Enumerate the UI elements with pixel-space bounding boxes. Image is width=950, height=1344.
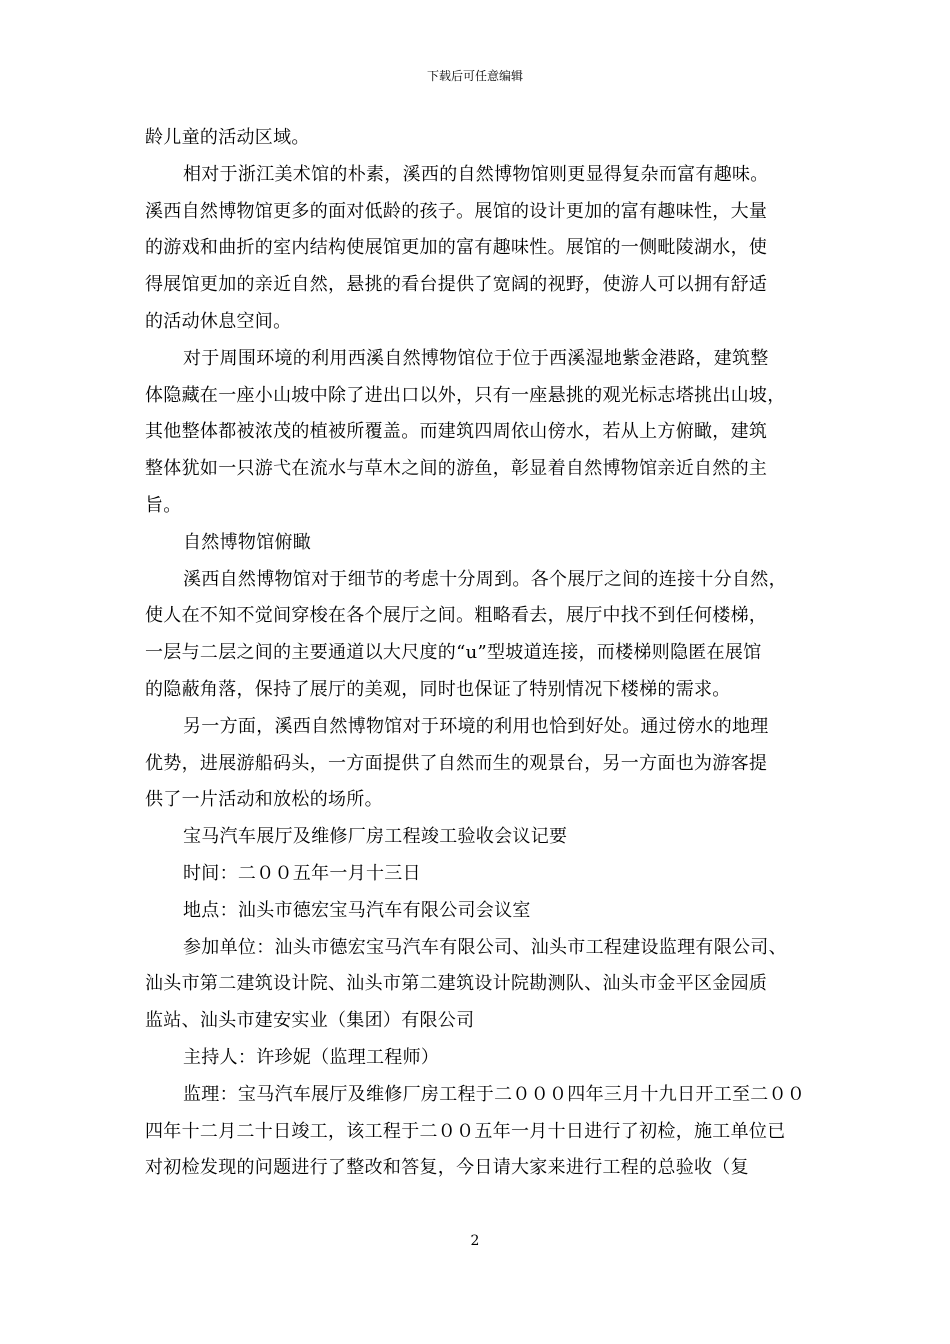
page-number: 2 — [470, 1233, 480, 1249]
text-line: 宝马汽车展厅及维修厂房工程竣工验收会议记要 — [183, 826, 568, 848]
text-line: 四年十二月二十日竣工，该工程于二００五年一月十日进行了初检，施工单位已 — [145, 1120, 786, 1142]
text-line: 主持人：许珍妮（监理工程师） — [183, 1046, 440, 1068]
text-line: 相对于浙江美术馆的朴素，溪西的自然博物馆则更显得复杂而富有趣味。 — [183, 163, 769, 185]
text-line: 的活动休息空间。 — [145, 310, 292, 332]
document-body — [145, 120, 807, 1187]
text-line: 溪西自然博物馆对于细节的考虑十分周到。各个展厅之间的连接十分自然， — [183, 568, 787, 590]
text-line: 的游戏和曲折的室内结构使展馆更加的富有趣味性。展馆的一侧毗陵湖水，使 — [145, 237, 768, 259]
text-line: 对初检发现的问题进行了整改和答复，今日请大家来进行工程的总验收（复 — [145, 1157, 749, 1179]
page-header: 下载后可任意编辑 — [426, 69, 523, 83]
text-line: 监理：宝马汽车展厅及维修厂房工程于二０００四年三月十九日开工至二００ — [183, 1083, 806, 1105]
text-line: 自然博物馆俯瞰 — [183, 531, 312, 553]
text-line: 整体犹如一只游弋在流水与草木之间的游鱼，彰显着自然博物馆亲近自然的主 — [145, 458, 768, 480]
text-line: 龄儿童的活动区域。 — [145, 127, 310, 148]
text-line: 得展馆更加的亲近自然，悬挑的看台提供了宽阔的视野，使游人可以拥有舒适 — [145, 274, 768, 296]
text-line: 其他整体都被浓茂的植被所覆盖。而建筑四周依山傍水，若从上方俯瞰，建筑 — [145, 421, 768, 443]
text-line: 的隐蔽角落，保持了展厅的美观，同时也保证了特别情况下楼梯的需求。 — [145, 678, 731, 700]
text-line: 对于周围环境的利用西溪自然博物馆位于位于西溪湿地紫金港路，建筑整 — [183, 347, 769, 369]
text-line: 体隐藏在一座小山坡中除了进出口以外，只有一座悬挑的观光标志塔挑出山坡， — [145, 384, 786, 406]
text-line: 优势，进展游船码头，一方面提供了自然而生的观景台，另一方面也为游客提 — [145, 752, 768, 774]
text-line: 供了一片活动和放松的场所。 — [145, 789, 383, 811]
text-line: 地点：汕头市德宏宝马汽车有限公司会议室 — [183, 899, 531, 921]
text-line: 监站、汕头市建安实业（集团）有限公司 — [145, 1010, 475, 1032]
text-line: 使人在不知不觉间穿梭在各个展厅之间。粗略看去，展厅中找不到任何楼梯， — [145, 605, 768, 627]
text-line: 参加单位：汕头市德宏宝马汽车有限公司、汕头市工程建设监理有限公司、 — [183, 936, 787, 958]
text-line: 时间：二００五年一月十三日 — [183, 862, 421, 884]
text-line: 旨。 — [145, 494, 182, 516]
text-line: 汕头市第二建筑设计院、汕头市第二建筑设计院勘测队、汕头市金平区金园质 — [145, 973, 768, 995]
text-line: 一层与二层之间的主要通道以大尺度的“u”型坡道连接，而楼梯则隐匿在展馆 — [145, 642, 762, 664]
text-line: 另一方面，溪西自然博物馆对于环境的利用也恰到好处。通过傍水的地理 — [183, 715, 769, 737]
text-line: 溪西自然博物馆更多的面对低龄的孩子。展馆的设计更加的富有趣味性，大量 — [145, 200, 768, 222]
